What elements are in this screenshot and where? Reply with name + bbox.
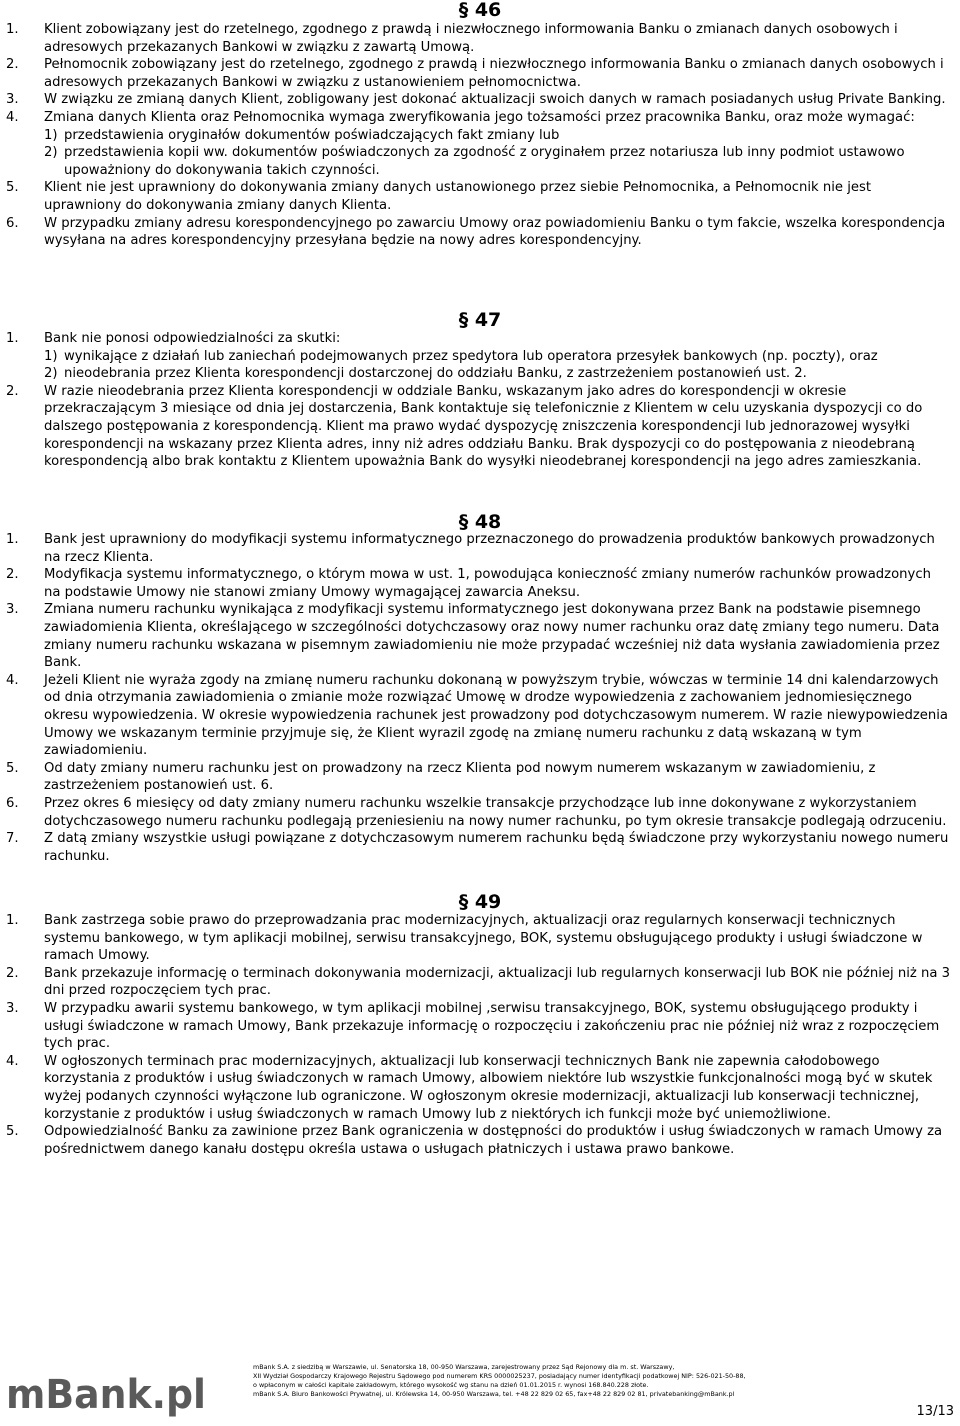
list-item: 5. Odpowiedzialność Banku za zawinione przez Bank ograniczenia w dostępności do produktów i usług świadczonych w ramach Umowy za pośrednictwem danego kanału dostępu określa ustawa o usługach płatniczych i ustawa prawo bankowe. <box>6 1124 943 1157</box>
list-item: 6. Przez okres 6 miesięcy od daty zmiany numeru rachunku wszelkie transakcje przychodzące lub inne dokonywane z wykorzystaniem dotychczasowego numeru rachunku podlegają przeniesieniu na nowy numer rachunku, po tym okresie transakcje podlegają odrzuceniu. <box>6 795 947 829</box>
list-item: 2. Bank przekazuje informację o terminach dokonywania modernizacji, aktualizacji lub regularnych konserwacji lub BOK nie później niż na 3 dni przed rozpoczęciem tych prac. <box>6 965 950 999</box>
sub-item: 1) wynikające z działań lub zaniechań podejmowanych przez spedytora lub operatora przesyłek bankowych (np. poczty), oraz <box>44 348 878 364</box>
section-46-title: § 46 <box>458 0 502 21</box>
sub-item: 2) nieodebrania przez Klienta korespondencji dostarczonej do oddziału Banku, z zastrzeżeniem postanowień ust. 2. <box>44 366 807 382</box>
list-item: 3. W związku ze zmianą danych Klient, zobligowany jest dokonać aktualizacji swoich danych w ramach posiadanych usług Private Banking. <box>6 92 946 108</box>
section-47-title: § 47 <box>458 309 502 331</box>
footer-line: mBank S.A. z siedzibą w Warszawie, ul. Senatorska 18, 00-950 Warszawa, zarejestrowany przez Sąd Rejonowy dla m. st. Warszawy, <box>253 1363 675 1371</box>
section-48-title: § 48 <box>458 511 502 533</box>
section-49-title: § 49 <box>458 891 502 913</box>
sub-item: 1) przedstawienia oryginałów dokumentów poświadczających fakt zmiany lub <box>44 127 560 143</box>
list-item: 3. W przypadku awarii systemu bankowego, w tym aplikacji mobilnej ,serwisu transakcyjnego, BOK, systemu obsługującego produkty i usługi świadczone w ramach Umowy, Bank przekazuje informację o rozpoczęciu i zakończeniu prac nie później niż wraz z rozpoczęciem tych prac. <box>6 1000 940 1052</box>
footer-line: XII Wydział Gospodarczy Krajowego Rejestru Sądowego pod numerem KRS 0000025237, posiadający numer identyfikacji podatkowej NIP: 526-021-50-88, <box>253 1372 746 1380</box>
list-item: 5. Od daty zmiany numeru rachunku jest on prowadzony na rzecz Klienta pod nowym numerem wskazanym w zawiadomieniu, z zastrzeżeniem postanowień ust. 6. <box>6 760 876 794</box>
section-46 <box>6 21 950 250</box>
sub-item: 2) przedstawienia kopii ww. dokumentów poświadczonych za zgodność z oryginałem przez notariusza lub inny podmiot ustawowo upoważniony do dokonywania takich czynności. <box>44 145 905 178</box>
list-item: 4. Zmiana danych Klienta oraz Pełnomocnika wymaga zweryfikowania jego tożsamości przez pracownika Banku, oraz może wymagać: 1) przedstawienia oryginałów dokumentów poświadczających fakt zmiany lub 2) przedstawienia kopii ww. dokumentów poświadczonych za zgodność z oryginałem przez notariusza lub inny podmiot ustawowo upoważniony do dokonywania takich czynności. <box>6 109 950 179</box>
footer-legal-text <box>253 1363 823 1399</box>
list-item: 2. W razie nieodebrania przez Klienta korespondencji w oddziale Banku, wskazanym jako adres do korespondencji w okresie przekraczającym 3 miesiące od dnia jej dostarczenia, Bank kontaktuje się telefonicznie z Klientem w celu uzyskania dyspozycji co do dalszego postępowania z korespondencją. Klient ma prawo wydać dyspozycję zniszczenia korespondencji lub jednorazowej wysyłki korespondencji na wskazany przez Klienta adres, inny niż adres oddziału Banku. Brak dyspozycji co do postępowania z nieodebraną korespondencją albo brak kontaktu z Klientem upoważnia Bank do wysyłki nieodebranej korespondencji na jego adres zamieszkania. <box>6 383 923 470</box>
mbank-logo <box>6 1370 211 1418</box>
list-item: 1. Bank nie ponosi odpowiedzialności za skutki: 1) wynikające z działań lub zaniechań podejmowanych przez spedytora lub operatora przesyłek bankowych (np. poczty), oraz 2) nieodebrania przez Klienta korespondencji dostarczonej do oddziału Banku, z zastrzeżeniem postanowień ust. 2. <box>6 330 950 383</box>
section-48 <box>6 531 950 865</box>
section-47 <box>6 330 950 471</box>
list-item: 4. Jeżeli Klient nie wyraża zgody na zmianę numeru rachunku dokonaną w powyższym trybie, wówczas w terminie 14 dni kalendarzowych od dnia otrzymania zawiadomienia o zmianie może rozwiązać Umowę w drodze wypowiedzenia z zachowaniem jednomiesięcznego okresu wypowiedzenia. W okresie wypowiedzenia rachunek jest prowadzony pod dotychczasowym numerem. W razie niewypowiedzenia Umowy we wskazanym terminie przyjmuje się, że Klient wyrazil zgodę na zmianę numeru rachunku z datą wskazaną w tym zawiadomieniu. <box>6 672 948 759</box>
section-49 <box>6 912 950 1158</box>
page-number: 13/13 <box>916 1404 954 1419</box>
list-item: 6. W przypadku zmiany adresu korespondencyjnego po zawarciu Umowy oraz powiadomieniu Banku o tym fakcie, wszelka korespondencja wysyłana na adres korespondencyjny przesyłana będzie na nowy adres korespondencyjny. <box>6 215 946 249</box>
svg-text:mBank.pl: mBank.pl <box>6 1372 206 1418</box>
list-item: 4. W ogłoszonych terminach prac modernizacyjnych, aktualizacji lub konserwacji technicznych Bank nie zapewnia całodobowego korzystania z produktów i usług świadczonych w ramach Umowy, albowiem niektóre lub wszystkie funkcjonalności mogą być w skutek wyżej podanych czynności wyłączone lub ograniczone. W ogłoszonym okresie modernizacji, aktualizacji lub konserwacji technicznej, korzystanie z produktów i usług świadczonych w ramach Umowy lub z niektórych ich funkcji może być uniemożliwione. <box>6 1053 933 1122</box>
list-item: 2. Pełnomocnik zobowiązany jest do rzetelnego, zgodnego z prawdą i niezwłocznego informowania Banku o zmianach danych osobowych i adresowych przekazanych Bankowi w związku z ustanowieniem pełnomocnictwa. <box>6 57 944 90</box>
footer-line: mBank S.A. Biuro Bankowości Prywatnej, ul. Królewska 14, 00-950 Warszawa, tel. +48 22 829 02 65, fax+48 22 829 02 81, privatebanking@mBank.pl <box>253 1390 735 1398</box>
list-item: 2. Modyfikacja systemu informatycznego, o którym mowa w ust. 1, powodująca konieczność zmiany numerów rachunków prowadzonych na podstawie Umowy nie stanowi zmiany Umowy wymagającej zawarcia Aneksu. <box>6 567 931 600</box>
list-item: 1. Bank zastrzega sobie prawo do przeprowadzania prac modernizacyjnych, aktualizacji oraz regularnych konserwacji technicznych systemu bankowego, w tym aplikacji mobilnej, serwisu transakcyjnego, BOK, systemu obsługującego produkty i usługi świadczone w ramach Umowy. <box>6 913 923 964</box>
list-item: 1. Bank jest uprawniony do modyfikacji systemu informatycznego przeznaczonego do prowadzenia produktów bankowych prowadzonych na rzecz Klienta. <box>6 532 935 565</box>
list-item: 3. Zmiana numeru rachunku wynikająca z modyfikacji systemu informatycznego jest dokonywana przez Bank na podstawie pisemnego zawiadomienia Klienta, określającego w szczególności dotychczasowy oraz nowy numer rachunku oraz datę zmiany tego numeru. Data zmiany numeru rachunku wskazana w pisemnym zawiadomieniu nie może przypadać wcześniej niż data wysłania zawiadomienia przez Bank. <box>6 602 940 671</box>
list-item: 1. Klient zobowiązany jest do rzetelnego, zgodnego z prawdą i niezwłocznego informowania Banku o zmianach danych osobowych i adresowych przekazanych Bankowi w związku z zawartą Umową. <box>6 22 898 55</box>
list-item: 7. Z datą zmiany wszystkie usługi powiązane z dotychczasowym numerem rachunku będą świadczone przy wykorzystaniu nowego numeru rachunku. <box>6 831 949 864</box>
list-item: 5. Klient nie jest uprawniony do dokonywania zmiany danych ustanowionego przez siebie Pełnomocnika, a Pełnomocnik nie jest uprawniony do dokonywania zmiany danych Klienta. <box>6 180 872 213</box>
footer-line: o wpłaconym w całości kapitale zakładowym, którego wysokość wg stanu na dzień 01.01.2015 r. wynosi 168.840.228 złote. <box>253 1381 649 1389</box>
